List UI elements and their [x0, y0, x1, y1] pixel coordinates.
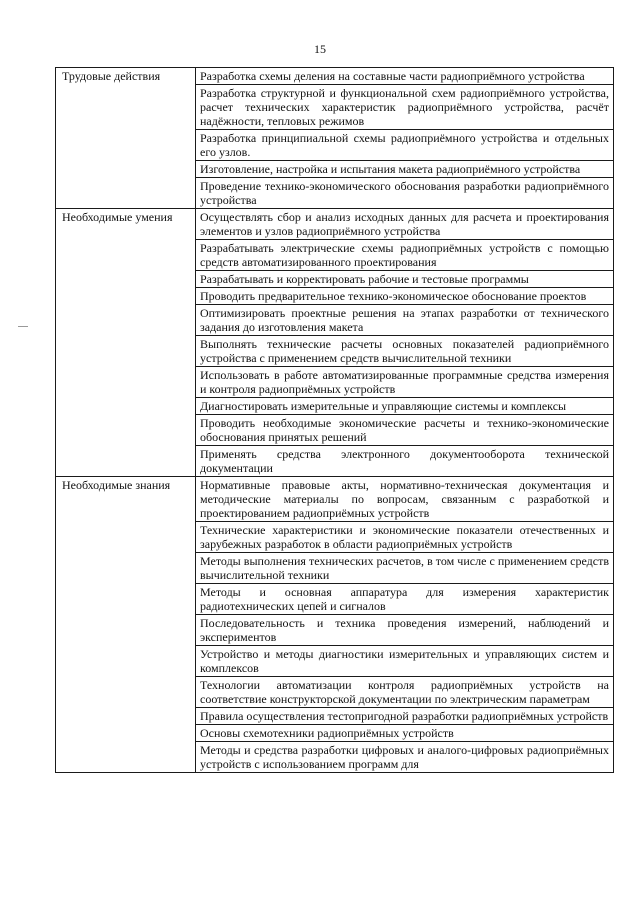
page-number: 15 — [314, 42, 326, 56]
list-item: Устройство и методы диагностики измерительных и управляющих систем и комплексов — [196, 645, 613, 676]
list-item: Разработка принципиальной схемы радиоприёмного устройства и отдельных его узлов. — [196, 129, 613, 160]
list-item: Методы и основная аппаратура для измерения характеристик радиотехнических цепей и сигналов — [196, 583, 613, 614]
section-items-cell — [196, 68, 614, 209]
list-item: Основы схемотехники радиоприёмных устройств — [196, 724, 613, 741]
section-label-cell — [56, 209, 196, 477]
section-row — [56, 68, 614, 209]
list-item: Изготовление, настройка и испытания макета радиоприёмного устройства — [196, 160, 613, 177]
list-item: Правила осуществления тестопригодной разработки радиоприёмных устройств — [196, 707, 613, 724]
list-item: Разрабатывать и корректировать рабочие и тестовые программы — [196, 270, 613, 287]
section-label: Необходимые знания — [62, 478, 171, 492]
list-item: Разработка схемы деления на составные части радиоприёмного устройства — [200, 69, 585, 83]
list-item: Методы и средства разработки цифровых и аналого-цифровых радиоприёмных устройств с использованием программ для — [196, 741, 613, 772]
section-label: Необходимые умения — [62, 210, 173, 224]
section-label-cell — [56, 68, 196, 209]
list-item: Выполнять технические расчеты основных показателей радиоприёмного устройства с применением средств вычислительной техники — [196, 335, 613, 366]
section-label-cell — [56, 477, 196, 773]
list-item: Последовательность и техника проведения измерений, наблюдений и экспериментов — [196, 614, 613, 645]
list-item: Технологии автоматизации контроля радиоприёмных устройств на соответствие конструкторской документации по электрическим параметрам — [196, 676, 613, 707]
list-item: Диагностировать измерительные и управляющие системы и комплексы — [196, 397, 613, 414]
list-item: Применять средства электронного документооборота технической документации — [196, 445, 613, 476]
list-item: Осуществлять сбор и анализ исходных данных для расчета и проектирования элементов и узлов радиоприёмного устройства — [200, 210, 609, 238]
list-item: Оптимизировать проектные решения на этапах разработки от технического задания до изготовления макета — [196, 304, 613, 335]
list-item: Использовать в работе автоматизированные программные средства измерения и контроля радиоприёмных устройств — [196, 366, 613, 397]
list-item: Проводить необходимые экономические расчеты и технико-экономические обоснования принятых решений — [196, 414, 613, 445]
qualification-table — [55, 67, 614, 773]
section-label: Трудовые действия — [62, 69, 161, 83]
section-row — [56, 477, 614, 773]
list-item: Разработка структурной и функциональной схем радиоприёмного устройства, расчет технических характеристик радиоприёмного устройства, расчёт надёжности, тепловых режимов — [196, 84, 613, 129]
list-item: Разрабатывать электрические схемы радиоприёмных устройств с помощью средств автоматизированного проектирования — [196, 239, 613, 270]
list-item: Технические характеристики и экономические показатели отечественных и зарубежных разработок в области радиоприёмных устройств — [196, 521, 613, 552]
section-items-cell — [196, 209, 614, 477]
section-items-cell — [196, 477, 614, 773]
list-item: Проведение технико-экономического обоснования разработки радиоприёмного устройства — [196, 177, 613, 208]
margin-mark — [18, 326, 28, 327]
list-item: Нормативные правовые акты, нормативно-техническая документация и методические материалы по вопросам, связанным с разработкой и проектированием радиоприёмных устройств — [200, 478, 609, 520]
list-item: Проводить предварительное технико-экономическое обоснование проектов — [196, 287, 613, 304]
list-item: Методы выполнения технических расчетов, в том числе с применением средств вычислительной техники — [196, 552, 613, 583]
section-row — [56, 209, 614, 477]
